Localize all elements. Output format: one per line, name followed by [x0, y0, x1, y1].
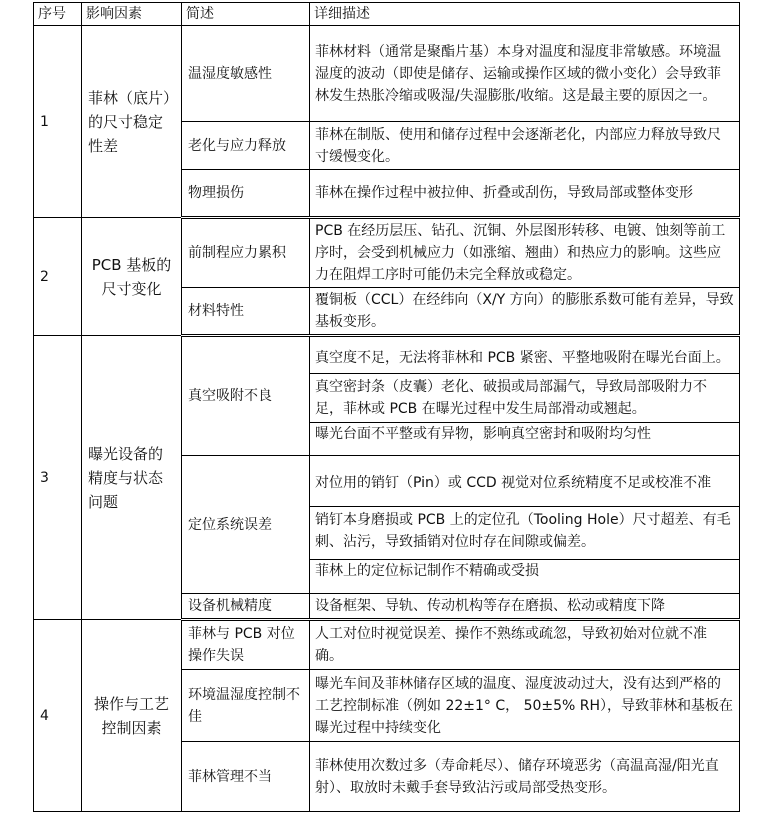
brief-cell: 老化与应力释放 [182, 122, 310, 170]
factor-cell: 操作与工艺控制因素 [82, 620, 182, 812]
header-number: 序号 [34, 3, 82, 26]
detail-cell: 菲林在操作过程中被拉伸、折叠或刮伤，导致局部或整体变形 [310, 170, 740, 218]
brief-cell: 菲林与 PCB 对位操作失误 [182, 620, 310, 670]
factor-cell: 曝光设备的精度与状态问题 [82, 336, 182, 620]
detail-cell: 覆铜板（CCL）在经纬向（X/Y 方向）的膨胀系数可能有差异，导致基板变形。 [310, 288, 740, 336]
factor-cell: 菲林（底片）的尺寸稳定性差 [82, 26, 182, 218]
table-header-row [34, 3, 740, 26]
row-number: 1 [34, 26, 82, 218]
table-row [34, 336, 740, 456]
brief-cell: 定位系统误差 [182, 456, 310, 594]
detail-cell [310, 456, 740, 594]
brief-cell: 真空吸附不良 [182, 336, 310, 456]
detail-cell [310, 336, 740, 456]
row-number: 3 [34, 336, 82, 620]
brief-cell: 材料特性 [182, 288, 310, 336]
table-row [34, 620, 740, 670]
detail-cell: 曝光车间及菲林储存区域的温度、湿度波动过大，没有达到严格的工艺控制标准（例如 22±1° C， 50±5% RH），导致菲林和基板在曝光过程中持续变化 [310, 670, 740, 742]
brief-cell: 物理损伤 [182, 170, 310, 218]
brief-cell: 设备机械精度 [182, 594, 310, 620]
row-number: 2 [34, 218, 82, 336]
brief-cell: 前制程应力累积 [182, 218, 310, 288]
detail-line: 真空密封条（皮囊）老化、破损或局部漏气，导致局部吸附力不足，菲林或 PCB 在曝光过程中发生局部滑动或翘起。 [310, 373, 739, 422]
detail-cell: 人工对位时视觉误差、操作不熟练或疏忽，导致初始对位就不准确。 [310, 620, 740, 670]
detail-cell: 菲林使用次数过多（寿命耗尽）、储存环境恶劣（高温高湿/阳光直射）、取放时未戴手套导致沾污或局部受热变形。 [310, 742, 740, 812]
brief-cell: 环境温湿度控制不佳 [182, 670, 310, 742]
detail-line: 真空度不足，无法将菲林和 PCB 紧密、平整地吸附在曝光台面上。 [315, 350, 730, 366]
table-row [34, 26, 740, 122]
detail-cell: 菲林材料（通常是聚酯片基）本身对温度和湿度非常敏感。环境温湿度的波动（即使是储存、运输或操作区域的微小变化）会导致菲林发生热胀冷缩或吸湿/失湿膨胀/收缩。这是最主要的原因之一。 [310, 26, 740, 122]
detail-cell: 菲林在制版、使用和储存过程中会逐渐老化，内部应力释放导致尺寸缓慢变化。 [310, 122, 740, 170]
detail-line: 销钉本身磨损或 PCB 上的定位孔（Tooling Hole）尺寸超差、有毛刺、沾污，导致插销对位时存在间隙或偏差。 [310, 506, 739, 559]
header-brief: 简述 [182, 3, 310, 26]
detail-line: 曝光台面不平整或有异物，影响真空密封和吸附均匀性 [310, 422, 739, 445]
brief-cell: 菲林管理不当 [182, 742, 310, 812]
table-row [34, 218, 740, 288]
detail-cell: PCB 在经历层压、钻孔、沉铜、外层图形转移、电镀、蚀刻等前工序时，会受到机械应力（如涨缩、翘曲）和热应力的影响。这些应力在阻焊工序时可能仍未完全释放或稳定。 [310, 218, 740, 288]
row-number: 4 [34, 620, 82, 812]
header-detail: 详细描述 [310, 3, 740, 26]
factor-cell: PCB 基板的尺寸变化 [82, 218, 182, 336]
detail-line: 菲林上的定位标记制作不精确或受损 [310, 559, 739, 582]
brief-cell: 温湿度敏感性 [182, 26, 310, 122]
detail-line: 对位用的销钉（Pin）或 CCD 视觉对位系统精度不足或校准不准 [315, 474, 712, 491]
influence-factor-table [33, 2, 740, 812]
header-factor: 影响因素 [82, 3, 182, 26]
detail-cell: 设备框架、导轨、传动机构等存在磨损、松动或精度下降 [310, 594, 740, 620]
